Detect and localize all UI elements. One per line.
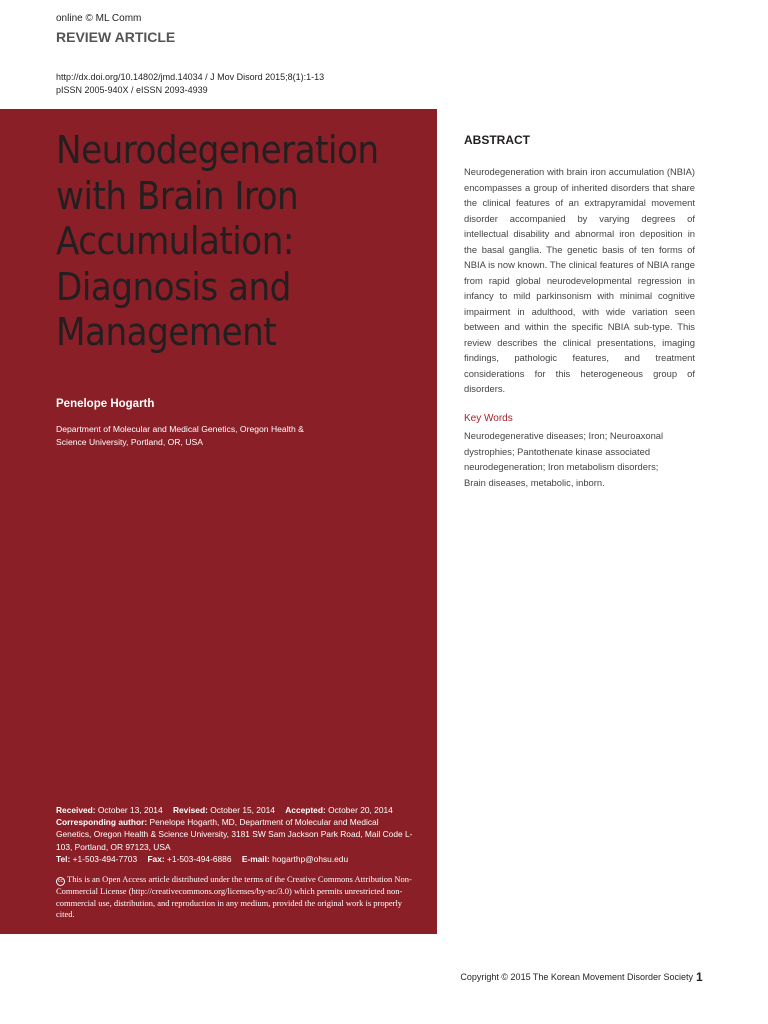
license-notice [56, 874, 416, 921]
article-metadata [56, 804, 416, 865]
copyright-notice: Copyright © 2015 The Korean Movement Disorder Society [460, 972, 693, 982]
fax-label: Fax: [147, 853, 165, 864]
keywords-line: Neurodegenerative diseases; Iron; Neuroaxonal [464, 430, 664, 441]
abstract-body: Neurodegeneration with brain iron accumulation (NBIA) encompasses a group of inherited disorders that share the clinical features of an extrapyramidal movement disorder accompanied by varying degrees of intellectual disability and abnormal iron deposition in the basal ganglia. The genetic basis of ten forms of NBIA is now known. The clinical features of NBIA range from rapid global neurodevelopmental regression in infancy to mild parkinsonism with minimal cognitive impairment in adulthood, with wide variation seen between and within the specific NBIA sub-type. This review describes the clinical presentations, imaging findings, pathologic features, and treatment considerations for this heterogeneous group of disorders. [464, 166, 695, 394]
email-value: hogarthp@ohsu.edu [272, 853, 349, 864]
received-date: October 13, 2014 [97, 805, 163, 815]
corresponding-text: Penelope Hogarth, MD, Department of Molecular and Medical Genetics, Oregon Health & Science University, 3181 SW Sam Jackson Park Road, Mail Code L-103, Portland, OR 97123, USA [56, 817, 413, 852]
license-text: This is an Open Access article distributed under the terms of the Creative Commons Attribution Non-Commercial License (http://creativecommons.org/licenses/by-nc/3.0) which permits unrestricted non-commercial use, distribution, and reproduction in any medium, provided the original work is properly cited. [56, 874, 412, 919]
article-title [56, 128, 426, 356]
issn-line: pISSN 2005-940X / eISSN 2093-4939 [56, 85, 208, 95]
title-line: Neurodegeneration [56, 128, 379, 172]
author-name: Penelope Hogarth [56, 398, 155, 410]
dates-line [56, 804, 416, 816]
correspondence [56, 816, 416, 853]
accepted-date: October 20, 2014 [328, 805, 393, 815]
keywords-line: Brain diseases, metabolic, inborn. [464, 476, 605, 488]
tel-value: +1-503-494-7703 [72, 853, 138, 864]
fax-value: +1-503-494-6886 [167, 853, 232, 864]
page-number: 1 [696, 970, 703, 984]
received-label: Received: [56, 805, 96, 815]
citation-block [56, 71, 324, 97]
keywords-line: dystrophies; Pantothenate kinase associated [464, 445, 651, 457]
title-line: Accumulation: [56, 219, 294, 263]
journal-online-label: online © ML Comm [56, 13, 142, 24]
revised-label: Revised: [172, 805, 208, 815]
corresponding-label: Corresponding author: [56, 817, 148, 828]
title-line: Diagnosis and [56, 264, 291, 309]
title-line: Management [56, 310, 277, 354]
keywords-heading: Key Words [464, 413, 513, 424]
affiliation-line: Department of Molecular and Medical Genetics, Oregon Health & [56, 424, 304, 434]
author-affiliation [56, 423, 356, 448]
keywords-line: neurodegeneration; Iron metabolism disorders; [464, 461, 659, 472]
title-line: with Brain Iron [56, 173, 299, 218]
accepted-label: Accepted: [285, 805, 326, 815]
abstract-heading: ABSTRACT [464, 133, 530, 147]
cc-icon: cc [58, 878, 63, 884]
article-type: REVIEW ARTICLE [56, 29, 176, 45]
tel-label: Tel: [56, 853, 71, 864]
email-label: E-mail: [241, 853, 270, 864]
affiliation-line: Science University, Portland, OR, USA [56, 436, 203, 447]
revised-date: October 15, 2014 [210, 805, 275, 815]
contact-line [56, 853, 416, 865]
keywords-list [464, 428, 704, 490]
doi-line: http://dx.doi.org/10.14802/jmd.14034 / J Mov Disord 2015;8(1):1-13 [56, 72, 325, 82]
